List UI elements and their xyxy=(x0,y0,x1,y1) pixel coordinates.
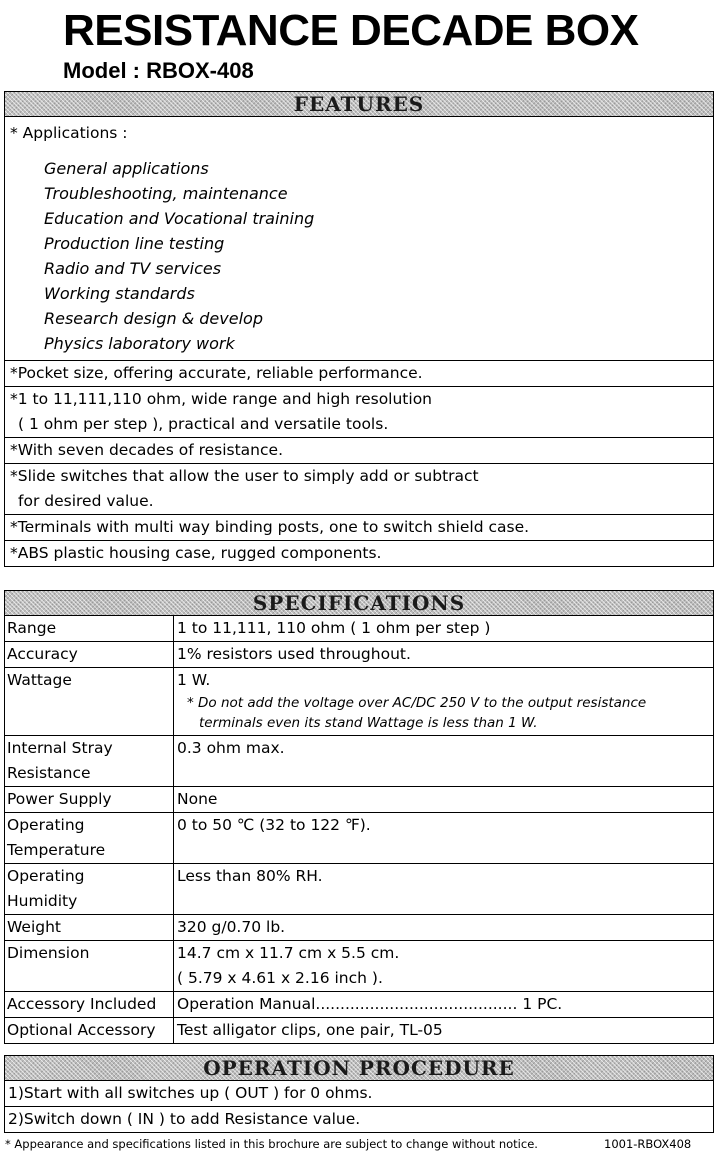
spec-label xyxy=(5,813,174,864)
spec-label-text: Power Supply xyxy=(7,790,112,808)
operation-heading: OPERATION PROCEDURE xyxy=(203,1056,515,1080)
spec-label xyxy=(5,941,174,992)
application-item: Troubleshooting, maintenance xyxy=(44,184,288,203)
table-row xyxy=(5,787,713,813)
spec-label-text: Temperature xyxy=(7,841,106,859)
feature-text-continued: for desired value. xyxy=(18,492,154,510)
table-row xyxy=(5,813,713,864)
spec-label-text: Accuracy xyxy=(7,645,78,663)
features-heading-bar xyxy=(5,92,713,117)
spec-label-text: Accessory Included xyxy=(7,995,157,1013)
specifications-section xyxy=(4,590,714,1044)
feature-text: *Terminals with multi way binding posts, one to switch shield case. xyxy=(10,518,530,536)
spec-label-text: Wattage xyxy=(7,671,72,689)
application-item: Research design & develop xyxy=(44,309,263,328)
spec-value-text: 0.3 ohm max. xyxy=(177,739,285,757)
specifications-heading: SPECIFICATIONS xyxy=(252,591,466,615)
document-code: 1001-RBOX408 xyxy=(604,1137,692,1151)
spec-value xyxy=(174,992,714,1018)
spec-label xyxy=(5,992,174,1018)
application-item: General applications xyxy=(44,159,209,178)
table-row xyxy=(5,616,713,642)
feature-item xyxy=(5,541,713,566)
feature-text: *1 to 11,111,110 ohm, wide range and high resolution xyxy=(10,390,432,408)
spec-value xyxy=(174,915,714,941)
spec-label xyxy=(5,1018,174,1044)
feature-text: *ABS plastic housing case, rugged components. xyxy=(10,544,382,562)
applications-list xyxy=(10,146,713,360)
spec-value-text: 1 to 11,111, 110 ohm ( 1 ohm per step ) xyxy=(177,619,491,637)
feature-item xyxy=(5,361,713,387)
feature-item xyxy=(5,387,713,438)
specifications-table xyxy=(5,616,713,1043)
spec-label xyxy=(5,864,174,915)
features-heading: FEATURES xyxy=(293,92,425,116)
spec-value-text: Less than 80% RH. xyxy=(177,867,323,885)
spec-label xyxy=(5,642,174,668)
spec-value-text: Test alligator clips, one pair, TL-05 xyxy=(177,1021,443,1039)
spec-value xyxy=(174,1018,714,1044)
table-row xyxy=(5,864,713,915)
spec-label xyxy=(5,787,174,813)
application-item: Radio and TV services xyxy=(44,259,222,278)
spec-label xyxy=(5,915,174,941)
table-row xyxy=(5,992,713,1018)
spec-value-text: 320 g/0.70 lb. xyxy=(177,918,286,936)
spec-value-text: 1% resistors used throughout. xyxy=(177,645,411,663)
feature-item xyxy=(5,438,713,464)
application-item: Production line testing xyxy=(44,234,225,253)
applications-label: * Applications : xyxy=(10,124,128,142)
operation-heading-bar xyxy=(5,1056,713,1081)
spec-value-text: Operation Manual......................................... 1 PC. xyxy=(177,995,563,1013)
spec-label xyxy=(5,616,174,642)
spec-value xyxy=(174,736,714,787)
spec-value xyxy=(174,813,714,864)
spec-value-text: 1 W. xyxy=(177,671,211,689)
spec-value-text: 14.7 cm x 11.7 cm x 5.5 cm. xyxy=(177,944,400,962)
spec-label-text: Dimension xyxy=(7,944,90,962)
spec-label-text: Range xyxy=(7,619,57,637)
operation-step: 2)Switch down ( IN ) to add Resistance value. xyxy=(8,1110,361,1128)
table-row xyxy=(5,668,713,736)
spec-label-text: Operating xyxy=(7,867,85,885)
footer-disclaimer: * Appearance and specifications listed in this brochure are subject to change without notice. xyxy=(5,1137,538,1151)
feature-text-continued: ( 1 ohm per step ), practical and versatile tools. xyxy=(18,415,389,433)
applications-block xyxy=(5,117,713,361)
table-row xyxy=(5,642,713,668)
spec-label-text: Resistance xyxy=(7,764,91,782)
wattage-warning-note: * Do not add the voltage over AC/DC 250 V to the output resistance xyxy=(187,695,647,711)
application-item: Physics laboratory work xyxy=(44,334,235,353)
spec-value xyxy=(174,668,714,736)
feature-text: *Slide switches that allow the user to simply add or subtract xyxy=(10,467,479,485)
spec-value xyxy=(174,787,714,813)
spec-value xyxy=(174,941,714,992)
feature-text: *With seven decades of resistance. xyxy=(10,441,283,459)
spec-label-text: Optional Accessory xyxy=(7,1021,156,1039)
table-row xyxy=(5,736,713,787)
feature-text: *Pocket size, offering accurate, reliable performance. xyxy=(10,364,423,382)
features-section xyxy=(4,91,714,567)
table-row xyxy=(5,915,713,941)
spec-label xyxy=(5,736,174,787)
spec-label xyxy=(5,668,174,736)
spec-value-text: None xyxy=(177,790,218,808)
table-row xyxy=(5,1018,713,1044)
table-row xyxy=(5,941,713,992)
spec-label-text: Internal Stray xyxy=(7,739,113,757)
spec-label-text: Weight xyxy=(7,918,62,936)
operation-step: 1)Start with all switches up ( OUT ) for 0 ohms. xyxy=(5,1081,713,1107)
page-title: RESISTANCE DECADE BOX xyxy=(63,6,639,55)
spec-label-text: Operating xyxy=(7,816,85,834)
spec-label-text: Humidity xyxy=(7,892,78,910)
wattage-warning-note-continued: terminals even its stand Wattage is less than 1 W. xyxy=(199,715,538,731)
operation-section xyxy=(4,1055,714,1133)
feature-item xyxy=(5,515,713,541)
model-number: Model : RBOX-408 xyxy=(63,58,254,83)
spec-value xyxy=(174,616,714,642)
spec-value xyxy=(174,864,714,915)
application-item: Education and Vocational training xyxy=(44,209,315,228)
spec-value-text: 0 to 50 ℃ (32 to 122 ℉). xyxy=(177,816,371,834)
spec-value-text: ( 5.79 x 4.61 x 2.16 inch ). xyxy=(177,969,383,987)
spec-value xyxy=(174,642,714,668)
application-item: Working standards xyxy=(44,284,195,303)
feature-item xyxy=(5,464,713,515)
specifications-heading-bar xyxy=(5,591,713,616)
